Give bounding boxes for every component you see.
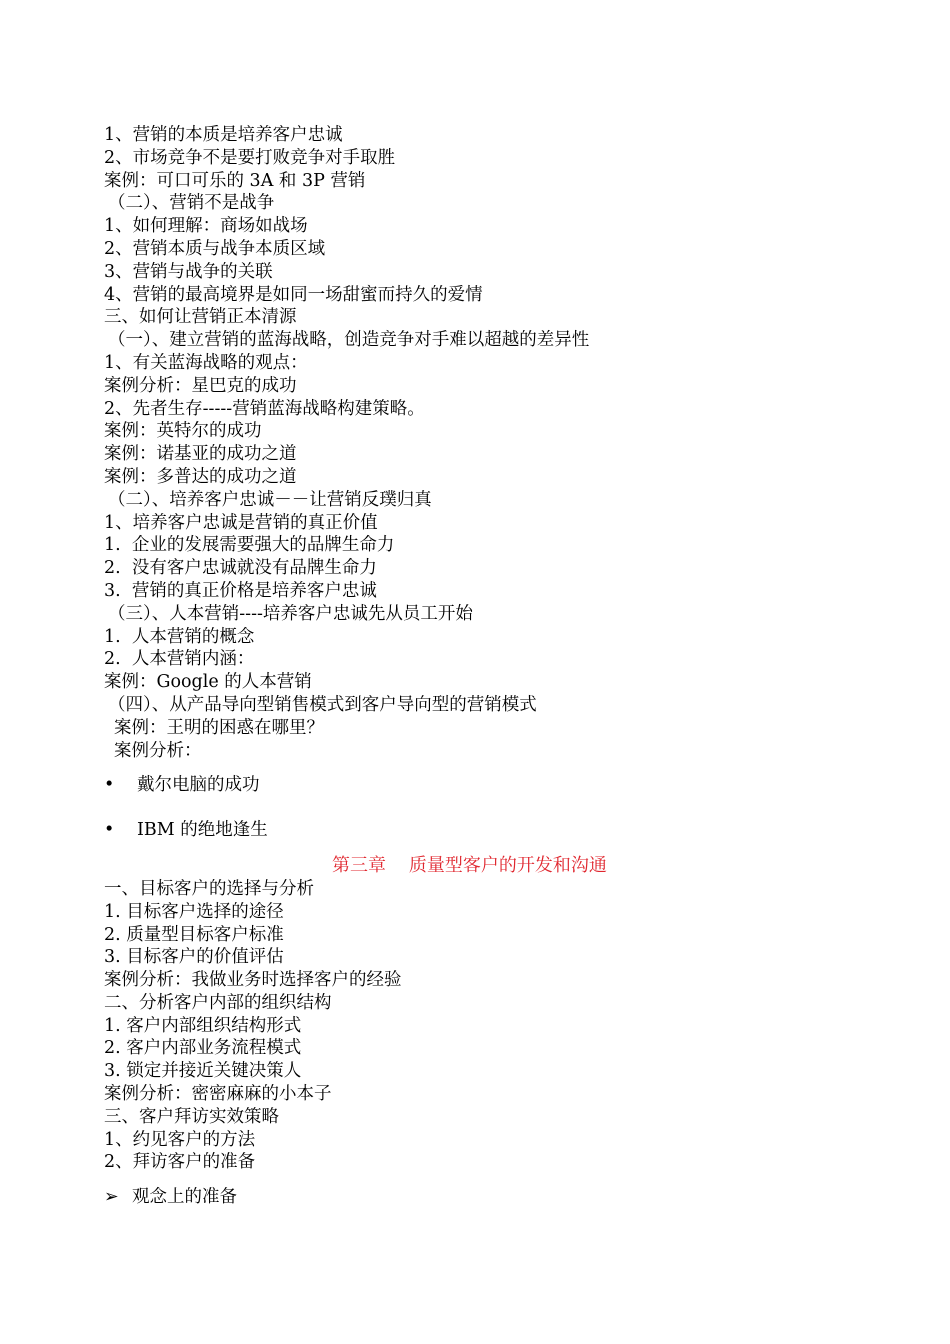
text-line: 1. 目标客户选择的途径 [104,901,284,922]
spacer [104,1174,844,1186]
text-line: （四）、从产品导向型销售模式到客户导向型的营销模式 [108,694,537,715]
text-line: 1、营销的本质是培养客户忠诚 [104,125,343,145]
text-line: 案例：多普达的成功之道 [104,466,297,487]
text-line: 3. 锁定并接近关键决策人 [104,1061,302,1082]
text-line: 案例：Google 的人本营销 [104,672,312,693]
text-line: （三）、人本营销----培养客户忠诚先从员工开始 [108,603,473,624]
text-line: 2、市场竞争不是要打败竞争对手取胜 [104,147,396,168]
text-line: 1、如何理解：商场如战场 [104,216,308,237]
text-line: 1. 人本营销的概念 [104,626,255,647]
text-line: 2. 没有客户忠诚就没有品牌生命力 [104,558,377,579]
bullet-icon: • [104,820,115,841]
text-line: 案例：英特尔的成功 [104,421,262,442]
spacer [104,842,844,854]
text-line: 案例分析：密密麻麻的小本子 [104,1084,332,1105]
spacer [104,762,844,774]
text-line: 2、拜访客户的准备 [104,1152,256,1173]
spacer [104,797,844,819]
text-line: 1. 客户内部组织结构形式 [104,1015,302,1036]
text-line: 2、营销本质与战争本质区域 [104,238,326,259]
text-line: 2. 人本营销内涵： [104,649,255,670]
bullet-item [104,819,844,842]
text-line: （二）、培养客户忠诚－－让营销反璞归真 [108,489,432,510]
text-line: 3、营销与战争的关联 [104,261,273,282]
text-line: 1、培养客户忠诚是营销的真正价值 [104,512,378,533]
text-line: 案例：可口可乐的 3A 和 3P 营销 [104,170,366,191]
bullet-item [104,774,844,797]
arrow-item-text: 观念上的准备 [132,1187,237,1208]
text-line: 2、先者生存-----营销蓝海战略构建策略。 [104,398,425,419]
text-line: 2. 客户内部业务流程模式 [104,1038,302,1059]
text-line: 1、有关蓝海战略的观点： [104,352,308,373]
text-line: 案例分析：星巴克的成功 [104,375,297,396]
text-line: 案例分析：我做业务时选择客户的经验 [104,970,402,991]
text-line: 案例：王明的困惑在哪里？ [114,717,324,738]
text-line: （一）、建立营销的蓝海战略，创造竞争对手难以超越的差异性 [108,330,590,351]
bullet-text: IBM 的绝地逢生 [137,820,268,841]
document-body [104,124,844,1209]
arrow-bullet-icon: ➢ [104,1187,119,1208]
bullet-text: 戴尔电脑的成功 [137,775,260,796]
bullet-icon: • [104,775,115,796]
text-line: 3. 营销的真正价格是培养客户忠诚 [104,580,377,601]
chapter-title: 第三章 质量型客户的开发和沟通 [332,854,607,876]
text-line: 三、如何让营销正本清源 [104,307,297,328]
text-line: 1. 企业的发展需要强大的品牌生命力 [104,535,395,556]
text-line: 3. 目标客户的价值评估 [104,947,284,968]
text-line: （二）、营销不是战争 [108,193,275,214]
text-line: 二、分析客户内部的组织结构 [104,992,332,1013]
text-line: 4、营销的最高境界是如同一场甜蜜而持久的爱情 [104,284,483,305]
text-line: 一、目标客户的选择与分析 [104,878,314,899]
text-line: 案例分析： [114,740,202,761]
text-line: 1、约见客户的方法 [104,1129,256,1150]
text-line: 2. 质量型目标客户标准 [104,924,284,945]
text-line: 三、客户拜访实效策略 [104,1106,279,1127]
arrow-item [104,1186,844,1209]
text-line: 案例：诺基亚的成功之道 [104,444,297,465]
